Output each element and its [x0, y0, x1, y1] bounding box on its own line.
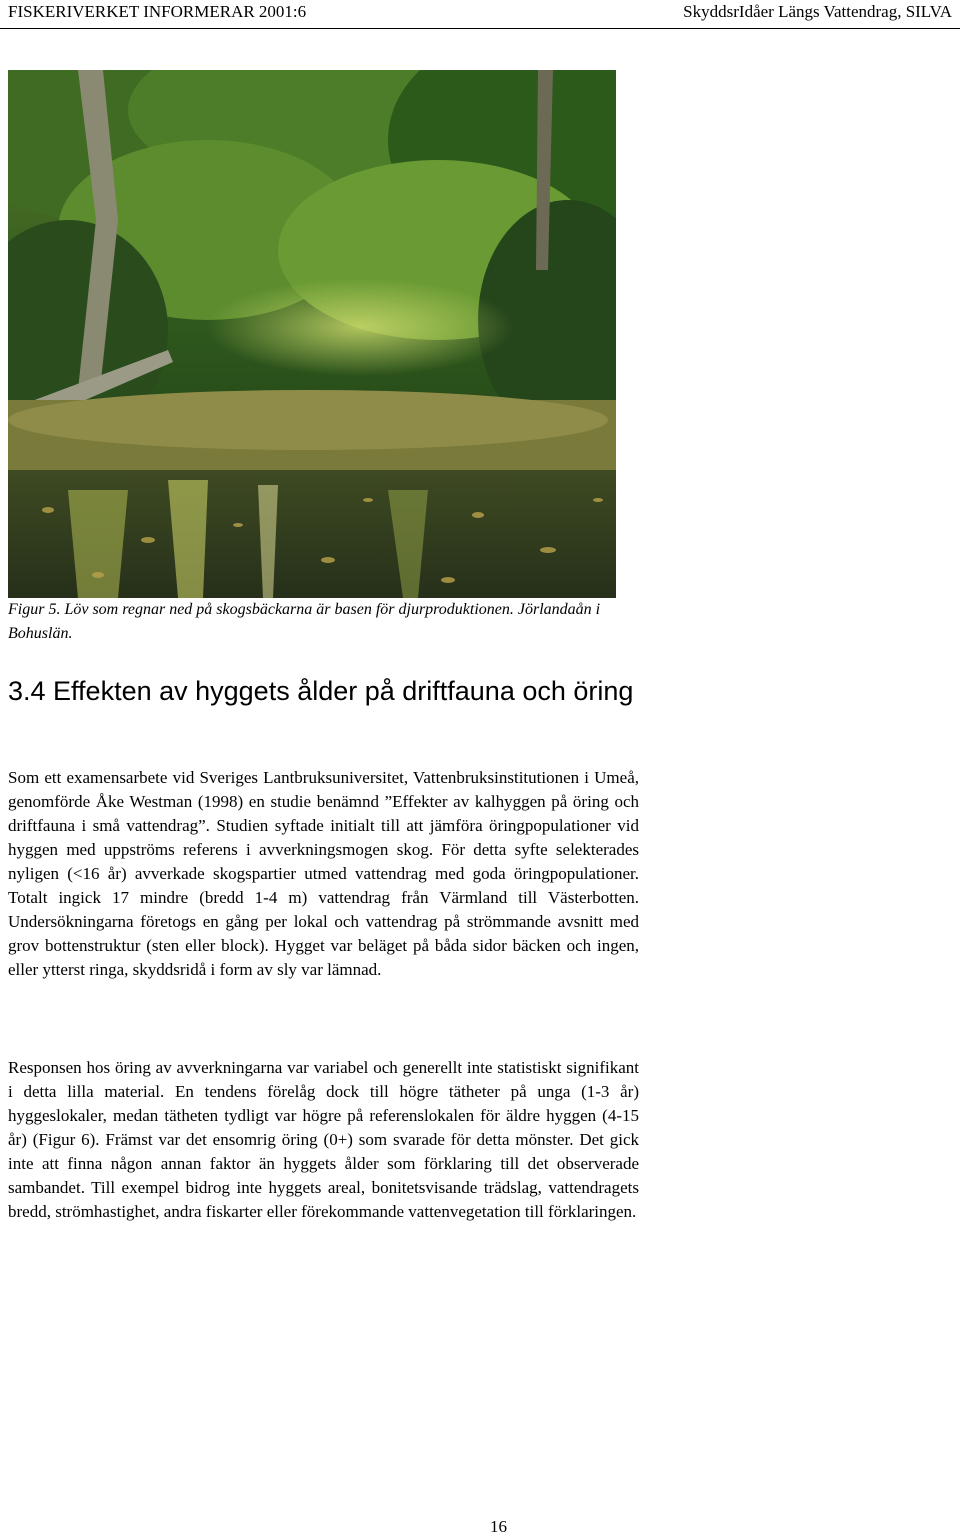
header-rule [0, 28, 960, 29]
running-header-left: FISKERIVERKET INFORMERAR 2001:6 [8, 2, 307, 21]
page-number: 16 [490, 1517, 507, 1536]
forest-stream-illustration [8, 70, 616, 598]
body-paragraph: Responsen hos öring av avverkningarna var variabel och generellt inte statistiskt signifikant i detta lilla material. En tendens förelåg dock till högre tätheter på unga (1-3 år) hyggeslokaler, medan tätheten tydligt var högre på referenslokalen för äldre hyggen (4-15 år) (Figur 6). Främst var det ensomrig öring (0+) som svarade för detta mönster. Det gick inte att finna någon annan faktor än hyggets ålder som förklaring till det observerade sambandet. Till exempel bidrog inte hyggets areal, bonitetsvisande trädslag, vattendragets bredd, strömhastighet, andra fiskarter eller förekommande vattenvegetation till förklaringen. [8, 1058, 639, 1221]
section-heading: 3.4 Effekten av hyggets ålder på driftfauna och öring [8, 676, 634, 706]
figure-caption: Figur 5. Löv som regnar ned på skogsbäckarna är basen för djurproduktionen. Jörlandaån i Bohuslän. [8, 601, 601, 642]
running-header-right: SkyddsrIdåer Längs Vattendrag, SILVA [683, 2, 952, 21]
forest-stream-photo [8, 70, 616, 598]
body-paragraph: Som ett examensarbete vid Sveriges Lantbruksuniversitet, Vattenbruksinstitutionen i Umeå, genomförde Åke Westman (1998) en studie benämnd ”Effekter av kalhyggen på öring och driftfauna i små vattendrag”. Studien syftade initialt till att jämföra öringpopulationer vid hyggen med uppströms referens i avverkningsmogen skog. För detta syfte selekterades nyligen (<16 år) avverkade skogspartier utmed vattendrag med goda öringpopulationer. Totalt ingick 17 mindre (bredd 1-4 m) vattendrag från Värmland till Västerbotten. Undersökningarna företogs en gång per lokal och vattendrag på strömmande avsnitt med grov bottenstruktur (sten eller block). Hygget var beläget på båda sidor bäcken och ingen, eller ytterst ringa, skyddsridå i form av sly var lämnad. [8, 768, 639, 979]
